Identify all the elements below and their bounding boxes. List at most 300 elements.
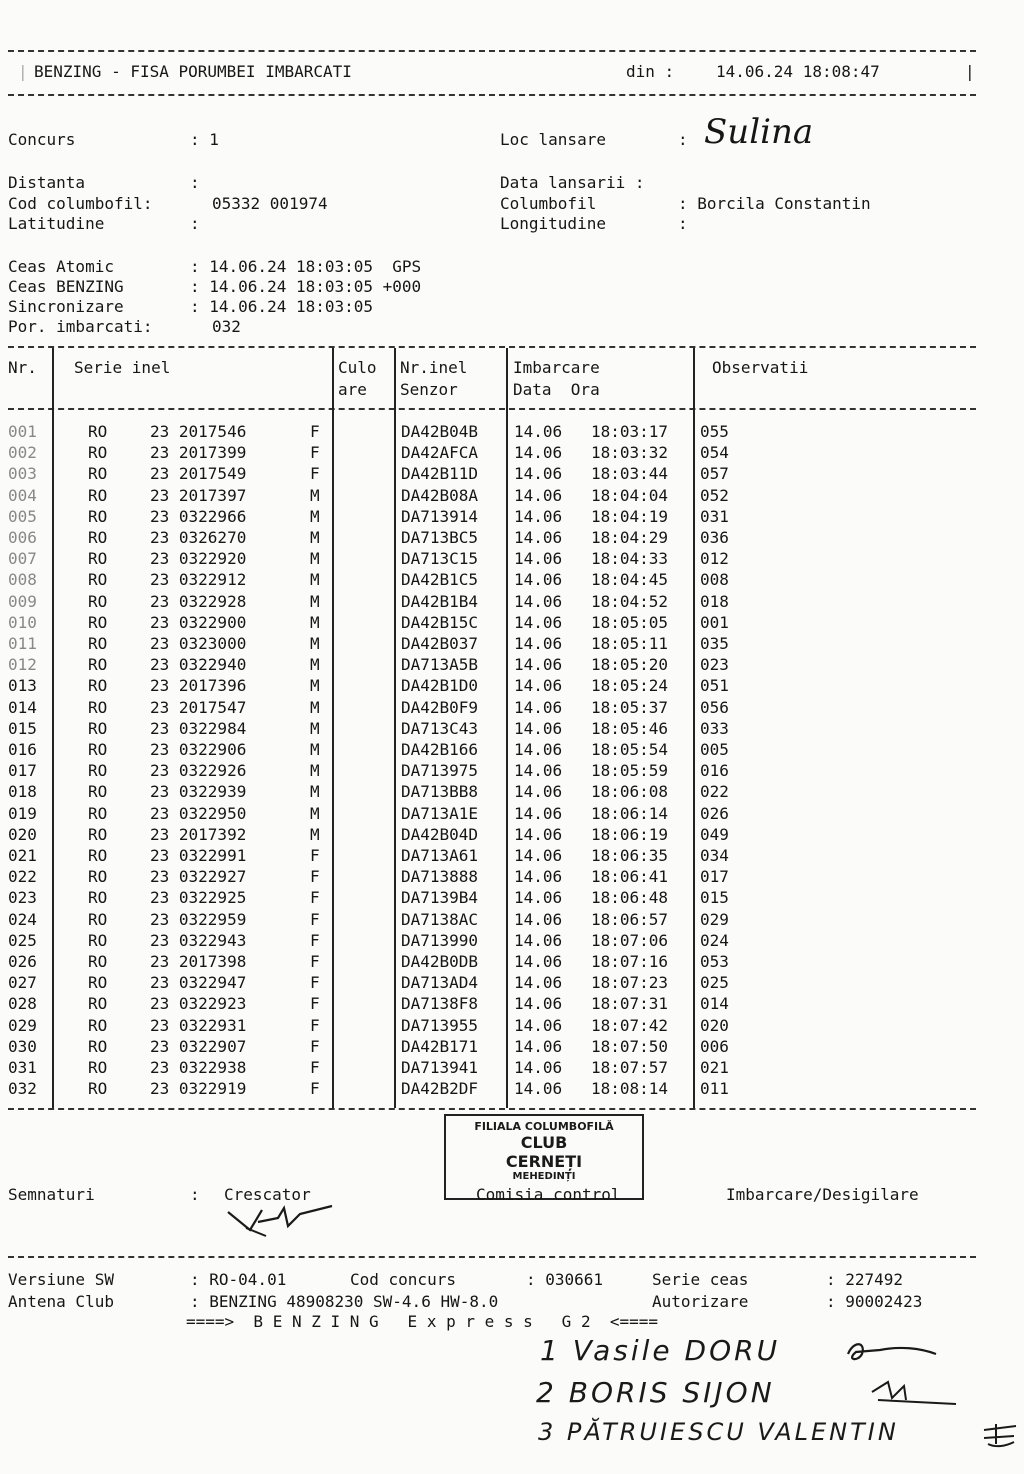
cell-ring: 23 2017549	[150, 464, 247, 484]
cell-sensor: DA42B1B4	[401, 591, 479, 611]
cell-obs: 049	[700, 824, 729, 844]
cell-ring: 23 0322939	[150, 782, 247, 802]
cell-time: 18:06:48	[591, 888, 669, 908]
cell-sensor: DA42B15C	[401, 612, 479, 632]
cell-ring: 23 2017398	[150, 952, 247, 971]
table-row	[8, 910, 976, 931]
cell-sensor: DA7138AC	[401, 909, 479, 929]
cell-obs: 051	[700, 676, 729, 696]
concurs-label: Concurs	[8, 130, 76, 149]
cell-sex: M	[310, 655, 320, 675]
table-row	[8, 1037, 976, 1058]
cell-date: 14.06	[514, 1036, 563, 1056]
cell-sex: M	[310, 761, 320, 781]
cell-country: RO	[88, 740, 108, 759]
handwritten-name-1	[540, 1334, 780, 1367]
antena-club-value: : BENZING 48908230 SW-4.6 HW-8.0	[190, 1292, 499, 1311]
cell-country: RO	[88, 994, 108, 1014]
cell-obs: 056	[700, 697, 729, 717]
cell-time: 18:03:17	[591, 422, 669, 441]
cell-date: 14.06	[514, 1079, 563, 1099]
loc-lansare-sep: :	[678, 130, 688, 149]
initial-signature-1	[840, 1336, 950, 1366]
cell-date: 14.06	[514, 549, 563, 569]
cell-sensor: DA713A1E	[401, 803, 479, 823]
cell-time: 18:05:20	[591, 655, 669, 675]
distanta-label: Distanta	[8, 173, 86, 192]
cell-time: 18:06:08	[591, 782, 669, 802]
col-header-culoare-1: Culo	[338, 358, 377, 377]
header-datetime: 14.06.24 18:08:47	[716, 62, 880, 81]
cell-sex: M	[310, 824, 320, 844]
cell-nr: 028	[8, 994, 37, 1014]
cell-nr: 027	[8, 973, 37, 993]
table-bottom-rule	[8, 1108, 976, 1110]
cell-date: 14.06	[514, 443, 563, 463]
cell-sensor: DA713990	[401, 930, 479, 950]
cell-obs: 057	[700, 464, 729, 484]
cell-nr: 021	[8, 846, 37, 865]
col-header-nr-inel: Nr.inel	[400, 358, 468, 377]
cod-columbofil-value: 05332 001974	[212, 194, 328, 213]
cell-date: 14.06	[514, 591, 563, 611]
cell-time: 18:06:41	[591, 867, 669, 887]
cell-nr: 029	[8, 1015, 37, 1035]
cell-obs: 023	[700, 655, 729, 675]
cell-date: 14.06	[514, 909, 563, 929]
cell-sensor: DA713975	[401, 761, 479, 781]
table-row	[8, 528, 976, 549]
longitudine-value: :	[678, 214, 688, 233]
header-bottom-rule	[8, 94, 976, 96]
cell-time: 18:05:54	[591, 740, 669, 759]
table-row	[8, 867, 976, 888]
cell-sensor: DA713914	[401, 506, 479, 526]
cell-nr: 002	[8, 443, 37, 463]
cell-sensor: DA713A61	[401, 846, 479, 865]
cell-country: RO	[88, 634, 108, 653]
table-row	[8, 634, 976, 655]
cell-sensor: DA42B0DB	[401, 952, 479, 971]
cell-country: RO	[88, 591, 108, 611]
cell-date: 14.06	[514, 994, 563, 1014]
page-title: BENZING - FISA PORUMBEI IMBARCATI	[34, 62, 352, 81]
cell-sensor: DA713C15	[401, 549, 479, 569]
cell-country: RO	[88, 930, 108, 950]
cell-sex: F	[310, 930, 320, 950]
ceas-atomic-value: : 14.06.24 18:03:05 GPS	[190, 257, 422, 276]
latitudine-label: Latitudine	[8, 214, 105, 233]
cell-sex: M	[310, 528, 320, 547]
cell-ring: 23 2017396	[150, 676, 247, 696]
table-row	[8, 846, 976, 867]
cell-ring: 23 0322938	[150, 1058, 247, 1077]
header-left-bar: |	[18, 62, 28, 81]
cell-time: 18:06:19	[591, 824, 669, 844]
cell-time: 18:07:06	[591, 930, 669, 950]
cell-nr: 008	[8, 570, 37, 590]
table-row	[8, 613, 976, 634]
cell-country: RO	[88, 782, 108, 802]
handwritten-num-1: 1	[540, 1334, 561, 1367]
cell-date: 14.06	[514, 464, 563, 484]
cell-nr: 019	[8, 803, 37, 823]
por-imbarcati-value: 032	[212, 317, 241, 336]
cell-ring: 23 0322919	[150, 1079, 247, 1099]
cell-sex: M	[310, 697, 320, 717]
cell-time: 18:05:24	[591, 676, 669, 696]
handwritten-num-2: 2	[536, 1376, 557, 1409]
cell-country: RO	[88, 549, 108, 569]
cell-country: RO	[88, 846, 108, 865]
cell-time: 18:04:52	[591, 591, 669, 611]
cell-country: RO	[88, 676, 108, 696]
cell-sensor: DA42B04B	[401, 422, 479, 441]
cell-date: 14.06	[514, 1058, 563, 1077]
cell-obs: 016	[700, 761, 729, 781]
cell-country: RO	[88, 697, 108, 717]
concurs-value: : 1	[190, 130, 219, 149]
longitudine-label: Longitudine	[500, 214, 606, 233]
cell-time: 18:04:33	[591, 549, 669, 569]
stamp-line-4: MEHEDINȚI	[512, 1171, 576, 1182]
cell-sensor: DA42B11D	[401, 464, 479, 484]
cell-ring: 23 0322966	[150, 506, 247, 526]
cell-country: RO	[88, 464, 108, 484]
cell-time: 18:07:50	[591, 1036, 669, 1056]
table-top-rule	[8, 346, 976, 348]
cell-country: RO	[88, 1058, 108, 1077]
cell-time: 18:05:11	[591, 634, 669, 653]
cell-time: 18:04:45	[591, 570, 669, 590]
cell-sensor: DA713A5B	[401, 655, 479, 675]
col-header-senzor: Senzor	[400, 380, 458, 399]
cell-ring: 23 0322920	[150, 549, 247, 569]
cell-time: 18:05:46	[591, 718, 669, 738]
cell-obs: 034	[700, 846, 729, 865]
cell-time: 18:07:31	[591, 994, 669, 1014]
cell-date: 14.06	[514, 782, 563, 802]
cell-date: 14.06	[514, 952, 563, 971]
semnaturi-sep: :	[190, 1185, 200, 1204]
cell-sex: F	[310, 867, 320, 887]
cell-obs: 026	[700, 803, 729, 823]
table-row	[8, 952, 976, 973]
cell-ring: 23 0322991	[150, 846, 247, 865]
cell-nr: 024	[8, 909, 37, 929]
table-row	[8, 1079, 976, 1100]
table-row	[8, 740, 976, 761]
cell-country: RO	[88, 973, 108, 993]
cell-nr: 013	[8, 676, 37, 696]
cell-time: 18:05:59	[591, 761, 669, 781]
cell-sex: M	[310, 782, 320, 802]
cell-sensor: DA42AFCA	[401, 443, 479, 463]
table-row	[8, 443, 976, 464]
cell-sex: M	[310, 549, 320, 569]
cell-obs: 011	[700, 1079, 729, 1099]
benzing-express-line: ====> B E N Z I N G E x p r e s s G 2 <====	[186, 1312, 659, 1331]
cell-date: 14.06	[514, 655, 563, 675]
col-header-culoare-2: are	[338, 380, 367, 399]
handwritten-text-1: Vasile DORU	[572, 1334, 781, 1367]
col-header-nr: Nr.	[8, 358, 37, 377]
cell-country: RO	[88, 506, 108, 526]
col-header-observatii: Observatii	[712, 358, 809, 377]
table-row	[8, 422, 976, 443]
cell-sensor: DA42B171	[401, 1036, 479, 1056]
table-row	[8, 655, 976, 676]
table-row	[8, 825, 976, 846]
cell-sensor: DA42B037	[401, 634, 479, 653]
table-row	[8, 464, 976, 485]
cell-sensor: DA713BC5	[401, 528, 479, 547]
cell-country: RO	[88, 803, 108, 823]
cell-nr: 030	[8, 1036, 37, 1056]
cell-obs: 022	[700, 782, 729, 802]
cell-obs: 005	[700, 740, 729, 759]
cell-ring: 23 0322907	[150, 1036, 247, 1056]
table-row	[8, 994, 976, 1015]
cell-sex: M	[310, 740, 320, 759]
cell-time: 18:07:16	[591, 952, 669, 971]
cell-nr: 010	[8, 612, 37, 632]
cod-columbofil-label: Cod columbofil:	[8, 194, 153, 213]
table-row	[8, 804, 976, 825]
cell-obs: 006	[700, 1036, 729, 1056]
handwritten-text-3: PĂTRUIESCU VALENTIN	[566, 1418, 899, 1446]
cell-time: 18:04:29	[591, 528, 669, 547]
cell-country: RO	[88, 824, 108, 844]
cell-date: 14.06	[514, 824, 563, 844]
cell-date: 14.06	[514, 697, 563, 717]
cell-sensor: DA42B08A	[401, 485, 479, 505]
cell-sensor: DA42B0F9	[401, 697, 479, 717]
versiune-sw-value: : RO-04.01	[190, 1270, 287, 1289]
cell-ring: 23 0323000	[150, 634, 247, 653]
cell-sex: F	[310, 994, 320, 1014]
comisia-control-label: Comisia control	[476, 1185, 621, 1204]
cell-obs: 020	[700, 1015, 729, 1035]
header-right-bar: |	[965, 62, 975, 81]
cell-date: 14.06	[514, 718, 563, 738]
cell-ring: 23 2017397	[150, 485, 247, 505]
cell-obs: 021	[700, 1058, 729, 1077]
cell-nr: 022	[8, 867, 37, 887]
cell-nr: 017	[8, 761, 37, 781]
loc-lansare-label: Loc lansare	[500, 130, 606, 149]
versiune-sw-label: Versiune SW	[8, 1270, 114, 1289]
cell-time: 18:05:37	[591, 697, 669, 717]
ceas-benzing-value: : 14.06.24 18:03:05 +000	[190, 277, 422, 296]
table-row	[8, 719, 976, 740]
cell-sensor: DA713AD4	[401, 973, 479, 993]
cell-date: 14.06	[514, 740, 563, 759]
cell-nr: 018	[8, 782, 37, 802]
sincronizare-label: Sincronizare	[8, 297, 124, 316]
cell-obs: 018	[700, 591, 729, 611]
cell-sex: F	[310, 443, 320, 463]
cell-time: 18:03:44	[591, 464, 669, 484]
cell-time: 18:06:57	[591, 909, 669, 929]
table-row	[8, 1016, 976, 1037]
cell-nr: 003	[8, 464, 37, 484]
cell-time: 18:03:32	[591, 443, 669, 463]
cell-sex: F	[310, 973, 320, 993]
table-header-rule	[8, 408, 976, 410]
cell-ring: 23 0322959	[150, 909, 247, 929]
cell-country: RO	[88, 528, 108, 547]
cell-country: RO	[88, 1079, 108, 1099]
cell-ring: 23 2017547	[150, 697, 247, 717]
cell-sex: M	[310, 803, 320, 823]
cell-country: RO	[88, 570, 108, 590]
cell-date: 14.06	[514, 485, 563, 505]
cell-sensor: DA713BB8	[401, 782, 479, 802]
cell-sensor: DA42B2DF	[401, 1079, 479, 1099]
columbofil-label: Columbofil	[500, 194, 597, 213]
cell-country: RO	[88, 761, 108, 781]
table-row	[8, 570, 976, 591]
cell-ring: 23 0322900	[150, 612, 247, 632]
cell-date: 14.06	[514, 761, 563, 781]
cell-country: RO	[88, 422, 108, 441]
sincronizare-value: : 14.06.24 18:03:05	[190, 297, 374, 316]
cell-time: 18:07:23	[591, 973, 669, 993]
cell-sex: F	[310, 1058, 320, 1077]
cell-nr: 014	[8, 697, 37, 717]
handwritten-num-3: 3	[538, 1418, 557, 1446]
cell-country: RO	[88, 612, 108, 632]
cell-sensor: DA7139B4	[401, 888, 479, 908]
loc-lansare-value: Sulina	[704, 112, 814, 152]
crescator-signature	[222, 1200, 342, 1240]
cell-ring: 23 0326270	[150, 528, 247, 547]
header-din-label: din :	[626, 62, 675, 81]
cell-sensor: DA42B1C5	[401, 570, 479, 590]
cell-time: 18:06:14	[591, 803, 669, 823]
cell-ring: 23 0322927	[150, 867, 247, 887]
cell-ring: 23 0322940	[150, 655, 247, 675]
cell-ring: 23 2017546	[150, 422, 247, 441]
cell-ring: 23 0322925	[150, 888, 247, 908]
cell-date: 14.06	[514, 570, 563, 590]
cell-nr: 006	[8, 528, 37, 547]
cell-country: RO	[88, 1036, 108, 1056]
table-row	[8, 549, 976, 570]
cod-concurs-value: : 030661	[526, 1270, 604, 1289]
cell-country: RO	[88, 867, 108, 887]
cell-sex: M	[310, 612, 320, 632]
cell-time: 18:06:35	[591, 846, 669, 865]
cell-nr: 023	[8, 888, 37, 908]
cell-obs: 054	[700, 443, 729, 463]
cell-sensor: DA42B04D	[401, 824, 479, 844]
distanta-value: :	[190, 173, 200, 192]
autorizare-label: Autorizare	[652, 1292, 749, 1311]
cell-date: 14.06	[514, 846, 563, 865]
cell-obs: 036	[700, 528, 729, 547]
table-row	[8, 486, 976, 507]
cell-sex: M	[310, 718, 320, 738]
cell-sensor: DA713C43	[401, 718, 479, 738]
cell-ring: 23 0322912	[150, 570, 247, 590]
cell-sex: F	[310, 846, 320, 865]
cell-nr: 026	[8, 952, 37, 971]
cell-time: 18:07:42	[591, 1015, 669, 1035]
cell-obs: 052	[700, 485, 729, 505]
cell-nr: 025	[8, 930, 37, 950]
cod-concurs-label: Cod concurs	[350, 1270, 456, 1289]
ceas-benzing-label: Ceas BENZING	[8, 277, 124, 296]
cell-obs: 015	[700, 888, 729, 908]
cell-nr: 005	[8, 506, 37, 526]
col-header-imbarcare: Imbarcare	[513, 358, 600, 377]
table-row	[8, 592, 976, 613]
cell-ring: 23 0322906	[150, 740, 247, 759]
cell-sensor: DA713955	[401, 1015, 479, 1035]
serie-ceas-label: Serie ceas	[652, 1270, 749, 1289]
cell-sex: M	[310, 676, 320, 696]
columbofil-value: : Borcila Constantin	[678, 194, 871, 213]
cell-nr: 031	[8, 1058, 37, 1077]
cell-obs: 008	[700, 570, 729, 590]
stamp-line-1: FILIALA COLUMBOFILĂ	[474, 1120, 614, 1133]
cell-nr: 020	[8, 824, 37, 844]
crescator-label: Crescator	[224, 1185, 311, 1204]
cell-obs: 033	[700, 718, 729, 738]
cell-sensor: DA713941	[401, 1058, 479, 1077]
imbarcare-desigilare-label: Imbarcare/Desigilare	[726, 1185, 919, 1204]
stamp-line-3: CERNEȚI	[505, 1152, 583, 1171]
table-row	[8, 676, 976, 697]
cell-sex: M	[310, 485, 320, 505]
cell-time: 18:04:19	[591, 506, 669, 526]
cell-sensor: DA7138F8	[401, 994, 479, 1014]
cell-sex: M	[310, 634, 320, 653]
cell-date: 14.06	[514, 612, 563, 632]
cell-sex: F	[310, 1079, 320, 1099]
latitudine-value: :	[190, 214, 200, 233]
table-row	[8, 507, 976, 528]
cell-sex: M	[310, 570, 320, 590]
cell-obs: 035	[700, 634, 729, 653]
semnaturi-label: Semnaturi	[8, 1185, 95, 1204]
cell-obs: 024	[700, 930, 729, 950]
cell-ring: 23 0322923	[150, 994, 247, 1014]
cell-country: RO	[88, 952, 108, 971]
cell-ring: 23 0322926	[150, 761, 247, 781]
cell-date: 14.06	[514, 422, 563, 441]
cell-nr: 016	[8, 740, 37, 759]
cell-time: 18:04:04	[591, 485, 669, 505]
cell-country: RO	[88, 718, 108, 738]
table-row	[8, 698, 976, 719]
cell-date: 14.06	[514, 803, 563, 823]
col-header-serie-inel: Serie inel	[74, 358, 171, 377]
cell-country: RO	[88, 909, 108, 929]
cell-date: 14.06	[514, 528, 563, 547]
por-imbarcati-label: Por. imbarcati:	[8, 317, 153, 336]
table-row	[8, 1058, 976, 1079]
cell-sex: F	[310, 909, 320, 929]
table-row	[8, 931, 976, 952]
cell-nr: 001	[8, 422, 37, 441]
cell-sex: M	[310, 506, 320, 526]
cell-date: 14.06	[514, 634, 563, 653]
cell-ring: 23 2017392	[150, 824, 247, 844]
cell-sex: F	[310, 1036, 320, 1056]
